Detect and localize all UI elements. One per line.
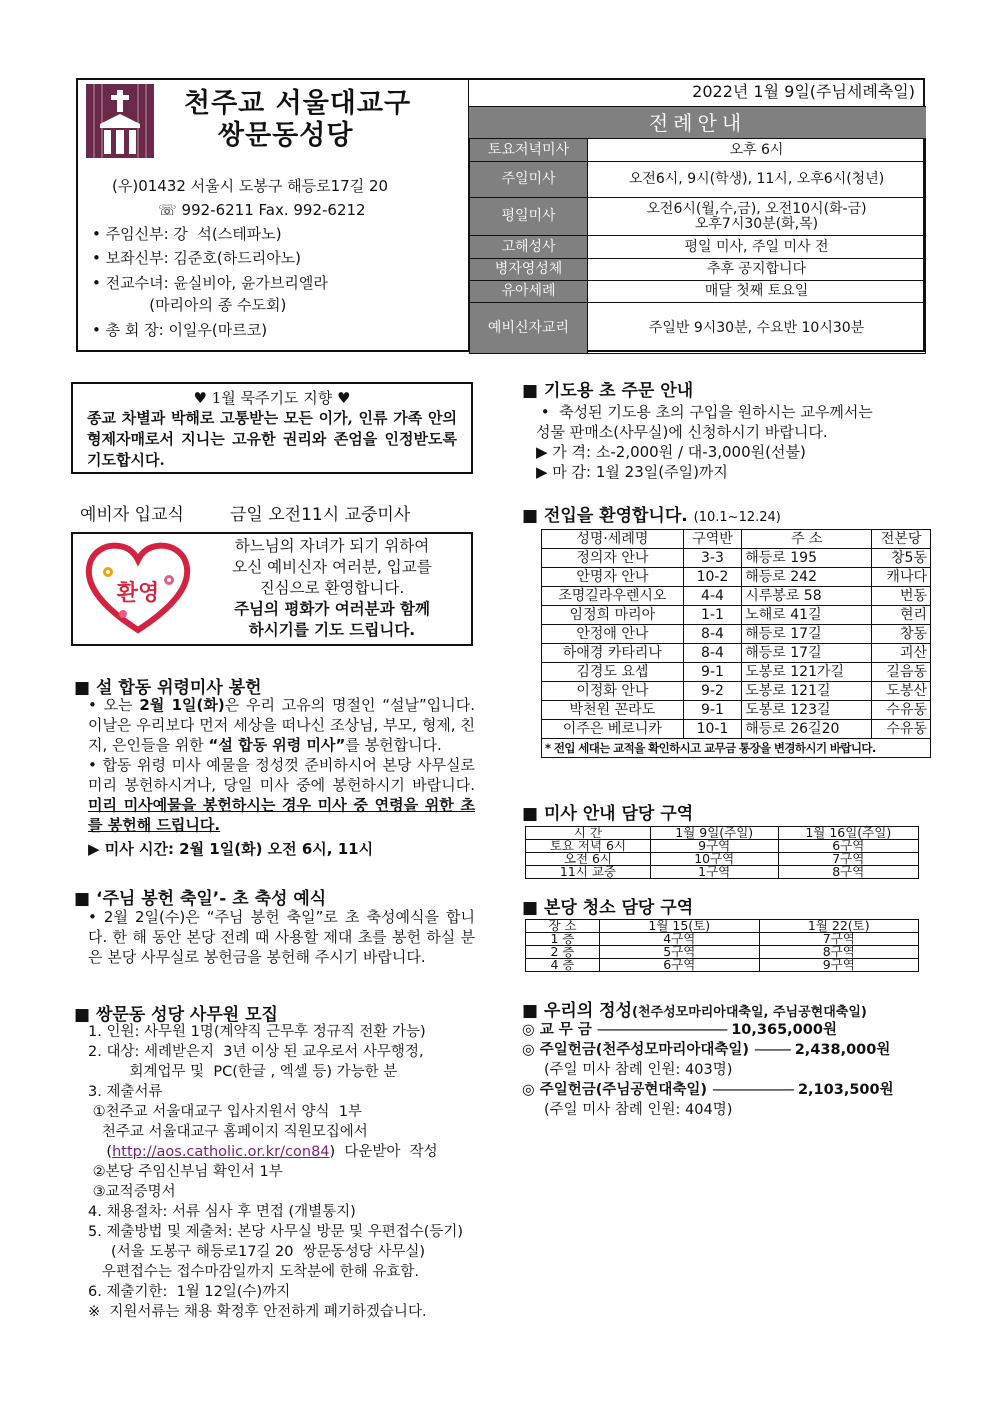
liturgy-value: 추후 공지합니다 — [588, 259, 926, 281]
table-cell: 조명길라우렌시오 — [542, 587, 684, 606]
table-cell: 이정화 안나 — [542, 682, 684, 701]
liturgy-table — [469, 138, 926, 354]
table-cell: 하애경 카타리나 — [542, 644, 684, 663]
table-cell: 정의자 안나 — [542, 549, 684, 568]
table-cell: 4구역 — [600, 933, 759, 946]
table-cell: 해등로 195 — [742, 549, 872, 568]
table-cell: 창5동 — [872, 549, 931, 568]
church-address: (우)01432 서울시 도봉구 해등로17길 20 — [112, 177, 389, 195]
liturgy-row — [470, 236, 926, 259]
table-cell: 시 간 — [526, 827, 651, 840]
table-cell: 6구역 — [778, 840, 918, 853]
welcome-line: 하시기를 기도 드립니다. — [248, 621, 416, 639]
table-cell: 4 층 — [526, 959, 600, 972]
candle-order-body — [536, 402, 873, 482]
recruit-link-line — [88, 1142, 480, 1162]
welcome-line: 진심으로 환영합니다. — [259, 579, 405, 597]
table-cell: 5구역 — [600, 946, 759, 959]
mass-duty-table — [525, 826, 919, 879]
bulletin-date: 2022년 1월 9일(주님세례축일) — [692, 82, 915, 101]
table-row — [542, 549, 931, 568]
recruit-line: ※ 지원서류는 채용 확정후 안전하게 폐기하겠습니다. — [88, 1304, 427, 1320]
liturgy-value: 평일 미사, 주일 미사 전 — [588, 236, 926, 259]
offering-title — [522, 996, 867, 1021]
candle-order-line: • 축성된 기도용 초의 구입을 원하시는 교우께서는 — [536, 403, 873, 421]
table-cell: 도봉로 121길 — [742, 682, 872, 701]
seol-text: • 합동 위령 미사 예물을 정성껏 준비하시어 본당 사무실로 미리 봉헌하시거나, 당일 미사 중에 봉헌하시기 바랍니다. — [88, 756, 475, 794]
table-cell: 9구역 — [650, 840, 778, 853]
candlemas-text: • 2월 2일(수)은 “주님 봉헌 축일”로 초 축성예식을 합니다. 한 해 동안 본당 전례 때 사용할 제대 초를 봉헌 하실 분은 본당 사무실로 봉헌금을 봉헌해 주시기 바랍니다. — [88, 908, 475, 966]
candle-order-line: 성물 판매소(사무실)에 신청하시기 바랍니다. — [536, 423, 828, 441]
table-row — [542, 701, 931, 720]
intention-body: 종교 차별과 박해로 고통받는 모든 이가, 인류 가족 안의 형제자매로서 지니는 고유한 권리와 존엄을 인정받도록 기도합시다. — [87, 409, 457, 469]
candle-order-deadline: ▶ 마 감: 1월 23일(주일)까지 — [536, 463, 728, 481]
table-cell: 1월 22(토) — [759, 920, 919, 933]
table-cell: 번동 — [872, 587, 931, 606]
table-cell: 임정희 마리아 — [542, 606, 684, 625]
offering-amount: 2,438,000원 — [789, 1042, 891, 1058]
liturgy-row — [470, 198, 926, 236]
seol-paragraph-1 — [88, 695, 475, 755]
table-cell: 1월 15(토) — [600, 920, 759, 933]
table-cell: 10-2 — [683, 568, 742, 587]
offering-label: ◎ 주일헌금(주님공현대축일) — [522, 1082, 713, 1098]
table-row — [542, 720, 931, 739]
table-cell: 1월 9일(주일) — [650, 827, 778, 840]
offering-label: ◎ 주일헌금(천주성모마리아대축일) — [522, 1042, 755, 1058]
table-cell: 해등로 17길 — [742, 625, 872, 644]
liturgy-label: 유아세례 — [470, 281, 588, 303]
seol-date: 2월 1일(화) — [139, 696, 225, 714]
table-cell: 수유동 — [872, 701, 931, 720]
table-cell: 구역반 — [683, 530, 742, 549]
bulletin-header — [76, 78, 925, 352]
seol-mass-name: “설 합동 위령 미사” — [208, 736, 346, 754]
table-cell: 7구역 — [759, 933, 919, 946]
table-cell: 해등로 242 — [742, 568, 872, 587]
newcomers-range: (10.1~12.24) — [693, 510, 781, 525]
seol-text: 를 봉헌합니다. — [345, 736, 442, 754]
recruit-line: (서울 도봉구 해등로17길 20 쌍문동성당 사무실) — [88, 1244, 426, 1260]
welcome-line: 하느님의 자녀가 되기 위하여 — [234, 537, 430, 555]
seol-text: 은 우리 고유의 명절인 “설날”입니다. 이날은 우리보다 먼저 세상을 떠나신 조상님, 부모, 형제, 친지, 은인들을 위한 — [88, 696, 476, 754]
table-cell: 9구역 — [759, 959, 919, 972]
offering-label: ◎ 교 무 금 — [522, 1022, 597, 1038]
recruit-line: 천주교 서울대교구 홈페이지 직원모집에서 — [88, 1124, 368, 1140]
offering-leader: ------------------------- — [712, 1082, 793, 1098]
table-cell: 주 소 — [742, 530, 872, 549]
table-header-row — [542, 530, 931, 549]
liturgy-value: 매달 첫째 토요일 — [588, 281, 926, 303]
table-cell: 9-1 — [683, 663, 742, 682]
liturgy-row — [470, 139, 926, 162]
table-cell: 10-1 — [683, 720, 742, 739]
liturgy-row — [470, 303, 926, 354]
church-name-line1: 천주교 서울대교구 — [184, 88, 412, 119]
liturgy-label: 병자영성체 — [470, 259, 588, 281]
seol-section-body — [88, 695, 475, 859]
table-row — [542, 644, 931, 663]
table-row — [526, 946, 919, 959]
seol-text: • 오는 — [88, 696, 140, 714]
liturgy-label: 평일미사 — [470, 198, 588, 236]
recruit-line: 1. 인원: 사무원 1명(계약직 근무후 정규직 전환 가능) — [88, 1024, 426, 1040]
table-cell: 오전 6시 — [526, 853, 651, 866]
liturgy-label: 토요저녁미사 — [470, 139, 588, 162]
recruit-line: 4. 채용절차: 서류 심사 후 면접 (개별통지) — [88, 1204, 356, 1220]
seol-mass-time: ▶ 미사 시간: 2월 1일(화) 오전 6시, 11시 — [88, 840, 374, 858]
recruit-text: ( — [88, 1144, 113, 1160]
intention-title: ♥ 1월 묵주기도 지향 ♥ — [193, 389, 351, 407]
staff-sisters: • 전교수녀: 윤실비아, 윤가브리엘라 — [92, 274, 328, 292]
offering-row-dues — [522, 1020, 922, 1040]
catechumen-title: 예비자 입교식 — [80, 505, 184, 525]
table-cell: 해등로 26길20 — [742, 720, 872, 739]
recruit-line: 6. 제출기한: 1월 12일(수)까지 — [88, 1284, 291, 1300]
liturgy-title: 전례안내 — [469, 106, 926, 138]
table-cell: 안명자 안나 — [542, 568, 684, 587]
newcomers-title-text: ■ 전입을 환영합니다. — [522, 506, 688, 526]
table-cell: * 전입 세대는 교적을 확인하시고 교무금 통장을 변경하시기 바랍니다. — [542, 739, 931, 758]
table-cell: 1월 16일(주일) — [778, 827, 918, 840]
table-cell: 김경도 요셉 — [542, 663, 684, 682]
liturgy-row — [470, 162, 926, 198]
recruit-text: ) 다운받아 작성 — [329, 1144, 438, 1160]
table-cell: 도봉로 123길 — [742, 701, 872, 720]
cleaning-title: ■ 본당 청소 담당 구역 — [522, 898, 694, 918]
recruit-line: 회계업무 및 PC(한글 , 엑셀 등) 가능한 분 — [88, 1064, 398, 1080]
recruit-line: 우편접수는 접수마감일까지 도착분에 한해 유효함. — [88, 1264, 420, 1280]
recruit-line: 2. 대상: 세례받은지 3년 이상 된 교우로서 사무행정, — [88, 1044, 424, 1060]
offering-row-sunday2 — [522, 1080, 922, 1100]
recruit-section-body — [88, 1022, 480, 1322]
liturgy-value: 오전6시, 9시(학생), 11시, 오후6시(청년) — [588, 162, 926, 198]
welcome-message — [205, 536, 459, 641]
seol-section-title: ■ 설 합동 위령미사 봉헌 — [74, 678, 262, 698]
liturgy-guide — [468, 80, 925, 352]
newcomers-title — [522, 501, 781, 526]
liturgy-value: 오후 6시 — [588, 139, 926, 162]
recruit-line: ①천주교 서울대교구 입사지원서 양식 1부 — [88, 1104, 362, 1120]
table-row — [542, 682, 931, 701]
welcome-line: 주님의 평화가 여러분과 함께 — [234, 600, 430, 618]
table-cell: 9-1 — [683, 701, 742, 720]
offering-attendance: (주일 미사 참례 인원: 403명) — [544, 1062, 733, 1078]
offering-attendance: (주일 미사 참례 인원: 404명) — [544, 1102, 733, 1118]
offering-amount: 10,365,000원 — [726, 1022, 837, 1038]
table-cell: 4-4 — [683, 587, 742, 606]
church-logo — [86, 84, 154, 158]
liturgy-row — [470, 259, 926, 281]
liturgy-label: 주일미사 — [470, 162, 588, 198]
table-cell: 현리 — [872, 606, 931, 625]
table-cell: 전본당 — [872, 530, 931, 549]
catechumen-when: 금일 오전11시 교중미사 — [230, 505, 411, 525]
welcome-heart-icon — [83, 540, 193, 638]
table-cell: 도봉산 — [872, 682, 931, 701]
welcome-box — [71, 532, 473, 646]
table-cell: 3-3 — [683, 549, 742, 568]
recruit-line: ③교적증명서 — [88, 1184, 176, 1200]
liturgy-label: 예비신자교리 — [470, 303, 588, 354]
table-row — [542, 606, 931, 625]
seol-paragraph-2 — [88, 755, 475, 835]
recruit-line: ②본당 주임신부님 확인서 1부 — [88, 1164, 283, 1180]
recruit-section-title: ■ 쌍문동 성당 사무원 모집 — [74, 1005, 278, 1025]
table-cell: 1구역 — [650, 866, 778, 879]
table-cell: 6구역 — [600, 959, 759, 972]
table-cell: 노해로 41길 — [742, 606, 872, 625]
table-cell: 길음동 — [872, 663, 931, 682]
offering-leader: ---------------------------------------- — [596, 1022, 727, 1038]
table-cell: 8구역 — [759, 946, 919, 959]
table-cell: 10구역 — [650, 853, 778, 866]
table-cell: 장 소 — [526, 920, 600, 933]
table-cell: 9-2 — [683, 682, 742, 701]
table-cell: 2 층 — [526, 946, 600, 959]
offering-row-sunday1 — [522, 1040, 922, 1060]
table-cell: 괴산 — [872, 644, 931, 663]
welcome-heart-label: 환영 — [116, 581, 160, 606]
staff-president: • 총 회 장: 이일우(마르코) — [92, 321, 268, 339]
seol-candle-note: 미리 미사예물을 봉헌하시는 경우 미사 중 연령을 위한 초를 봉헌해 드립니다. — [88, 796, 475, 834]
offering-title-sub: (천주성모마리아대축일, 주님공현대축일) — [632, 1005, 867, 1020]
candle-order-price: ▶ 가 격: 소-2,000원 / 대-3,000원(선불) — [536, 443, 806, 461]
table-cell: 안정애 안나 — [542, 625, 684, 644]
table-row — [526, 959, 919, 972]
table-cell: 성명·세례명 — [542, 530, 684, 549]
candlemas-section-body — [88, 907, 475, 967]
recruit-line: 5. 제출방법 및 제출처: 본당 사무실 방문 및 우편접수(등기) — [88, 1224, 464, 1240]
table-cell: 8구역 — [778, 866, 918, 879]
table-cell: 수유동 — [872, 720, 931, 739]
recruit-homepage-link[interactable]: http://aos.catholic.or.kr/con84 — [112, 1144, 330, 1160]
table-cell: 1-1 — [683, 606, 742, 625]
candlemas-section-title: ■ ‘주님 봉헌 축일’- 초 축성 예식 — [74, 889, 327, 909]
table-cell: 창동 — [872, 625, 931, 644]
liturgy-row — [470, 281, 926, 303]
rosary-intention-box — [71, 382, 473, 474]
table-row — [542, 663, 931, 682]
table-row — [542, 568, 931, 587]
table-cell: 도봉로 121가길 — [742, 663, 872, 682]
church-name-line2: 쌍문동성당 — [218, 120, 354, 151]
table-cell: 박천원 꼰라도 — [542, 701, 684, 720]
table-cell: 시루봉로 58 — [742, 587, 872, 606]
offering-title-text: ■ 우리의 정성 — [522, 1001, 633, 1021]
table-row — [526, 933, 919, 946]
mass-duty-title: ■ 미사 안내 담당 구역 — [522, 804, 694, 824]
table-header-row — [526, 920, 919, 933]
recruit-line: 3. 제출서류 — [88, 1084, 163, 1100]
table-row — [542, 625, 931, 644]
offering-amount: 2,103,500원 — [792, 1082, 894, 1098]
offering-list — [522, 1020, 922, 1120]
table-cell: 해등로 17길 — [742, 644, 872, 663]
liturgy-label: 고해성사 — [470, 236, 588, 259]
newcomers-table — [541, 529, 931, 758]
staff-assistant: • 보좌신부: 김준호(하드리아노) — [92, 249, 302, 267]
offering-leader: ----------- — [754, 1042, 790, 1058]
candle-order-title: ■ 기도용 초 주문 안내 — [522, 381, 694, 401]
welcome-line: 오신 예비신자 여러분, 입교를 — [232, 558, 432, 576]
table-cell: 11시 교중 — [526, 866, 651, 879]
table-cell: 캐나다 — [872, 568, 931, 587]
table-row — [542, 587, 931, 606]
liturgy-value: 주일반 9시30분, 수요반 10시30분 — [588, 303, 926, 354]
table-cell: 7구역 — [778, 853, 918, 866]
church-phone: ☏ 992-6211 Fax. 992-6212 — [158, 201, 366, 219]
table-cell: 8-4 — [683, 644, 742, 663]
liturgy-value: 오전6시(월,수,금), 오전10시(화-금) 오후7시30분(화,목) — [588, 198, 926, 236]
staff-pastor: • 주임신부: 강 석(스테파노) — [92, 225, 282, 243]
table-cell: 1 층 — [526, 933, 600, 946]
table-cell: 이주은 베로니카 — [542, 720, 684, 739]
table-row — [526, 866, 919, 879]
cleaning-table — [525, 919, 919, 972]
table-cell: 토요 저녁 6시 — [526, 840, 651, 853]
staff-sisters-order: (마리아의 종 수도회) — [92, 296, 287, 314]
table-cell: 8-4 — [683, 625, 742, 644]
table-note-row — [542, 739, 931, 758]
